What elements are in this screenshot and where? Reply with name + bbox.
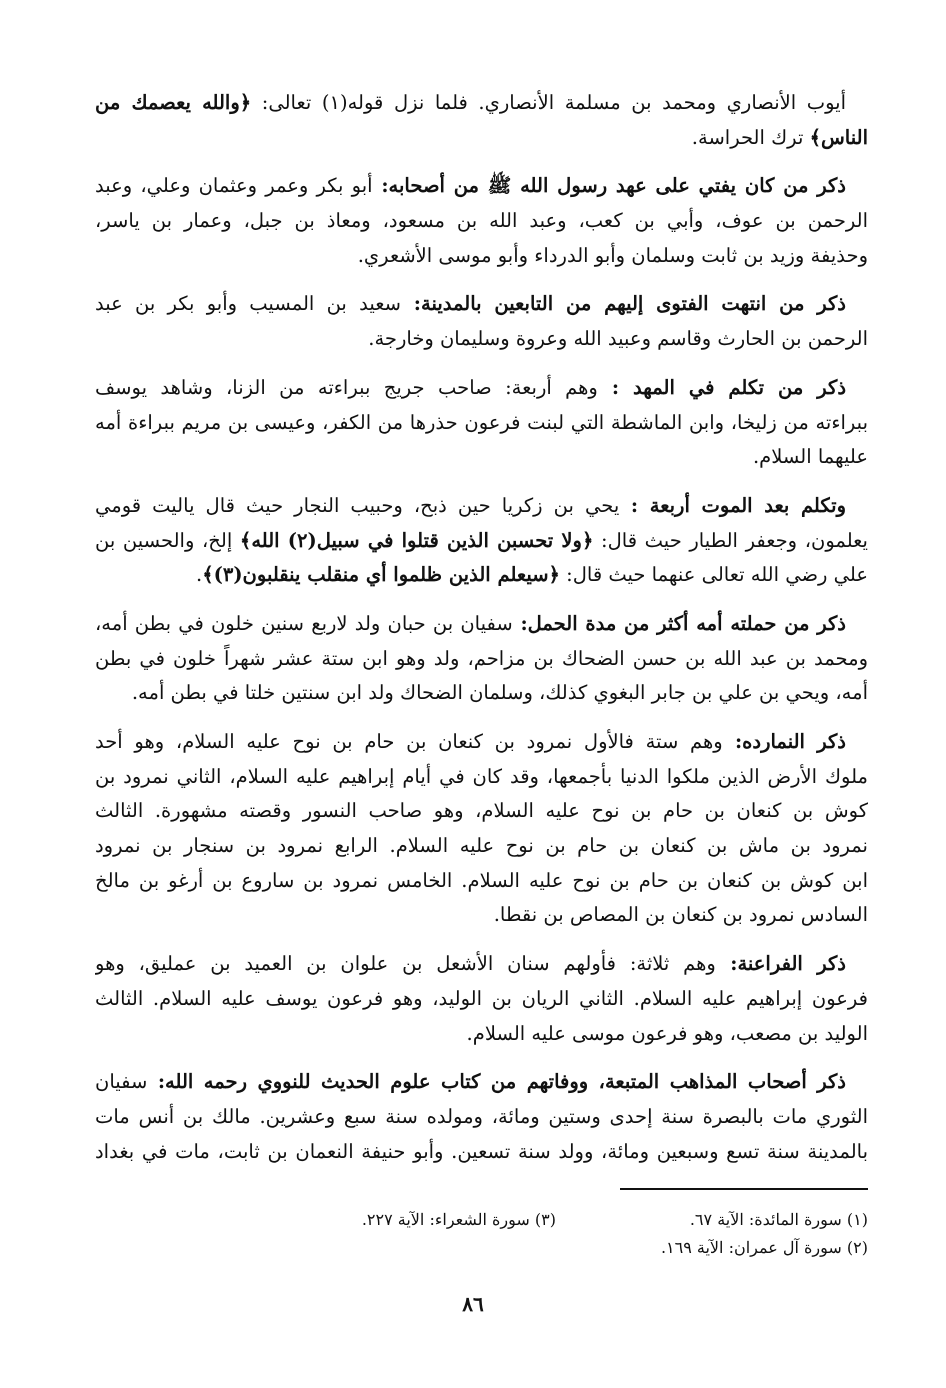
- bold-text-segment: ﴿ولا تحسبن الذين قتلوا في سبيل(٢) الله﴾: [239, 528, 594, 552]
- text-line: [95, 371, 868, 406]
- text-segment: ملوك الأرض الذين ملكوا الدنيا بأجمعها، وقد كان في أيام إبراهيم عليه السلام، الثاني نمرود بن: [95, 764, 868, 788]
- bold-text-segment: الناس﴾: [809, 125, 868, 149]
- footnote-2: (٢) سورة آل عمران: الآية ١٦٩.: [660, 1238, 868, 1257]
- text-line: [95, 1017, 868, 1052]
- text-line: [95, 676, 868, 711]
- text-segment: سفيان بن حبان ولد لاربع سنين خلون في بطن أمه،: [95, 611, 513, 635]
- bold-text-segment: ذكر من تكلم في المهد :: [597, 375, 846, 399]
- text-line: [95, 982, 868, 1017]
- text-segment: عليهما السلام.: [752, 445, 868, 469]
- text-line: [95, 169, 868, 204]
- text-segment: وهم ستة فالأول نمرود بن كنعان بن حام بن نوح عليه السلام، وهو أحد: [95, 730, 723, 753]
- text-line: [95, 1135, 868, 1170]
- text-segment: الثوري مات بالبصرة سنة إحدى وستين ومائة، ومولده سنة سبع وعشرين. مالك بن أنس مات: [95, 1104, 868, 1128]
- paragraph: [95, 1065, 868, 1169]
- text-line: [95, 725, 868, 760]
- text-segment: ببراءته من زليخا، وابن الماشطة التي لبنت فرعون حذرها من الكفر، وعيسى بن مريم ببراءة أمه: [95, 410, 868, 434]
- paragraph: [95, 947, 868, 1051]
- bold-text-segment: وتكلم بعد الموت أربعة :: [619, 493, 846, 517]
- paragraph: [95, 725, 868, 933]
- text-line: [95, 86, 868, 121]
- text-segment: بالمدينة سنة تسع وسبعين ومائة، وولد سنة تسعين. وأبو حنيفة النعمان بن ثابت، مات في بغداد: [95, 1139, 868, 1163]
- text-segment: فرعون إبراهيم عليه السلام. الثاني الريان بن الوليد، وهو فرعون يوسف عليه السلام. الثالث: [95, 986, 868, 1010]
- text-segment: أمه، ويحي بن علي بن جابر البغوي كذلك، وسلمان الضحاك ولد ابن سنتين خلتا في بطن أمه.: [131, 681, 868, 705]
- paragraph: [95, 287, 868, 356]
- text-segment: أبو بكر وعمر وعثمان وعلي، وعبد: [95, 174, 373, 198]
- bold-text-segment: ذكر من حملته أمه أكثر من مدة الحمل:: [512, 611, 846, 635]
- paragraph: [95, 86, 868, 155]
- bold-text-segment: ذكر الفراعنة:: [715, 952, 846, 976]
- text-segment: وهم ثلاثة: فأولهم سنان الأشعل بن علوان بن العميد بن عمليق، وهو: [95, 952, 716, 976]
- text-segment: ترك الحراسة.: [691, 125, 810, 149]
- text-line: [95, 642, 868, 677]
- text-line: [95, 1065, 868, 1100]
- text-segment: سعيد بن المسيب وأبو بكر بن عبد: [95, 292, 401, 316]
- bold-text-segment: ﴿والله يعصمك من: [95, 91, 252, 114]
- text-segment: الرحمن بن عوف، وأبي بن كعب، وعبد الله بن مسعود، ومعاذ بن جبل، وعمار بن ياسر،: [95, 209, 868, 233]
- main-text: [95, 86, 868, 1183]
- text-line: [95, 121, 868, 156]
- text-segment: سفيان: [95, 1070, 148, 1094]
- text-line: [95, 760, 868, 795]
- text-segment: الوليد بن مصعب، وهو فرعون موسى عليه السلام.: [466, 1021, 868, 1045]
- text-segment: علي رضي الله تعالى عنهما حيث قال:: [559, 563, 868, 587]
- text-line: [95, 829, 868, 864]
- bold-text-segment: ذكر أصحاب المذاهب المتبعة، ووفاتهم من كتاب علوم الحديث للنووي رحمه الله:: [147, 1070, 846, 1094]
- text-segment: وهم أربعة: صاحب جريج ببراءته من الزنا، وشاهد يوسف: [95, 375, 598, 399]
- text-segment: كوش بن كنعان بن حام بن نوح عليه السلام، وهو صاحب النسور وقصته مشهورة. الثالث: [95, 799, 868, 823]
- text-line: [95, 794, 868, 829]
- text-segment: السادس نمرود بن كنعان بن المصاص بن نقطا.: [493, 903, 868, 927]
- text-line: [95, 947, 868, 982]
- text-line: [95, 1100, 868, 1135]
- text-line: [95, 524, 868, 559]
- bold-text-segment: ذكر من كان يفتي على عهد رسول الله ﷺ من أصحابه:: [372, 174, 846, 198]
- text-line: [95, 558, 868, 593]
- text-segment: أيوب الأنصاري ومحمد بن مسلمة الأنصاري. فلما نزل قوله(١) تعالى:: [251, 91, 847, 114]
- text-line: [95, 322, 868, 357]
- text-line: [95, 406, 868, 441]
- paragraph: [95, 169, 868, 273]
- text-segment: نمرود بن ماش بن كنعان بن حام بن نوح عليه السلام. الرابع نمرود بن سنجار بن نمرود: [95, 834, 868, 858]
- text-segment: .: [195, 563, 203, 587]
- bold-text-segment: ذكر النمارده:: [722, 730, 846, 753]
- text-segment: يعلمون، وجعفر الطيار حيث قال:: [593, 528, 868, 552]
- paragraph: [95, 607, 868, 711]
- text-segment: يحي بن زكريا حين ذبح، وحبيب النجار حيث قال ياليت قومي: [95, 493, 620, 517]
- paragraph: [95, 489, 868, 593]
- footnote-1: (١) سورة المائدة: الآية ٦٧.: [689, 1210, 868, 1229]
- text-line: [95, 287, 868, 322]
- footnote-3: (٣) سورة الشعراء: الآية ٢٢٧.: [361, 1210, 556, 1229]
- text-line: [95, 607, 868, 642]
- text-segment: ومحمد بن عبد الله بن حسن الضحاك بن مزاحم، ولد وهو ابن ستة عشر شهراً خلون في بطن: [95, 646, 868, 670]
- text-segment: إلخ، والحسين بن: [95, 528, 240, 552]
- paragraph: [95, 371, 868, 475]
- text-segment: وحذيفة وزيد بن ثابت وسلمان وأبو الدرداء وأبو موسى الأشعري.: [357, 243, 868, 267]
- text-line: [95, 489, 868, 524]
- footnote-divider: [620, 1188, 868, 1190]
- text-segment: الرحمن بن الحارث وقاسم وعبيد الله وعروة وسليمان وخارجة.: [368, 327, 868, 351]
- text-line: [95, 440, 868, 475]
- bold-text-segment: ذكر من انتهت الفتوى إليهم من التابعين بالمدينة:: [400, 292, 846, 316]
- text-segment: ابن كوش بن كنعان بن حام بن نوح عليه السلام. الخامس نمرود بن ساروع بن أرغو بن مالخ: [95, 868, 868, 892]
- text-line: [95, 239, 868, 274]
- text-line: [95, 898, 868, 933]
- page-number: ٨٦: [462, 1292, 484, 1316]
- text-line: [95, 204, 868, 239]
- bold-text-segment: ﴿سيعلم الذين ظلموا أي منقلب ينقلبون(٣)﴾: [202, 563, 560, 587]
- text-line: [95, 864, 868, 899]
